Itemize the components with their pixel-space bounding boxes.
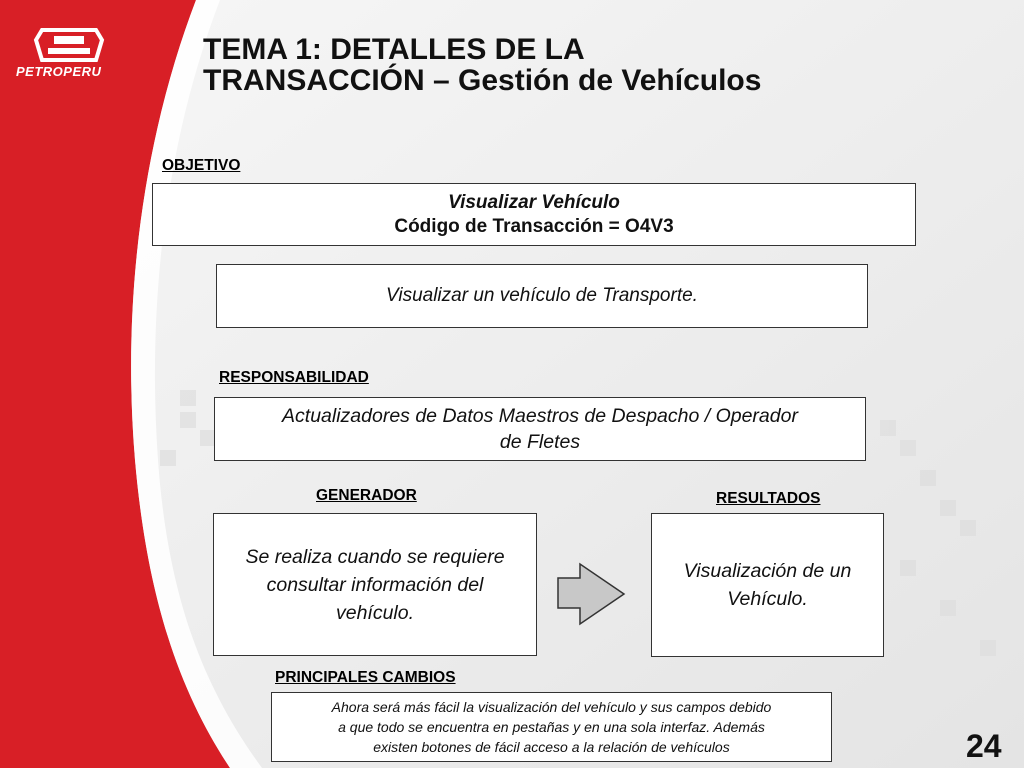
generador-line-3: vehículo. — [335, 601, 415, 624]
objetivo-line-2: Código de Transacción = O4V3 — [394, 215, 674, 237]
responsabilidad-line-1: Actualizadores de Datos Maestros de Despacho / Operador — [282, 405, 798, 427]
objetivo-description-box — [216, 264, 868, 328]
objetivo-description: Visualizar un vehículo de Transporte. — [386, 285, 698, 306]
resultados-label: RESULTADOS — [716, 490, 821, 507]
resultados-box — [651, 513, 884, 657]
cambios-label: PRINCIPALES CAMBIOS — [275, 669, 456, 686]
title-line-1: TEMA 1: DETALLES DE LA — [203, 33, 585, 66]
cambios-line-3: existen botones de fácil acceso a la relación de vehículos — [373, 739, 730, 755]
objetivo-box — [152, 183, 916, 246]
logo-text: PETROPERU — [16, 64, 102, 79]
right-arrow-icon — [556, 562, 628, 626]
generador-box — [213, 513, 537, 656]
title-line-2: TRANSACCIÓN – Gestión de Vehículos — [203, 64, 762, 97]
slide-title — [203, 34, 923, 96]
resultados-line-2: Vehículo. — [727, 588, 808, 610]
objetivo-label: OBJETIVO — [162, 157, 241, 174]
cambios-line-1: Ahora será más fácil la visualización del vehículo y sus campos debido — [331, 699, 772, 715]
responsabilidad-label: RESPONSABILIDAD — [219, 369, 369, 386]
page-number: 24 — [966, 728, 1002, 764]
generador-label: GENERADOR — [316, 487, 417, 504]
cambios-box — [271, 692, 832, 762]
responsabilidad-line-2: de Fletes — [499, 431, 581, 453]
generador-line-2: consultar información del — [266, 573, 484, 596]
objetivo-line-1: Visualizar Vehículo — [448, 191, 620, 213]
responsabilidad-box — [214, 397, 866, 461]
resultados-line-1: Visualización de un — [683, 560, 852, 582]
generador-line-1: Se realiza cuando se requiere — [245, 545, 505, 568]
cambios-line-2: a que todo se encuentra en pestañas y en una sola interfaz. Además — [338, 719, 765, 735]
